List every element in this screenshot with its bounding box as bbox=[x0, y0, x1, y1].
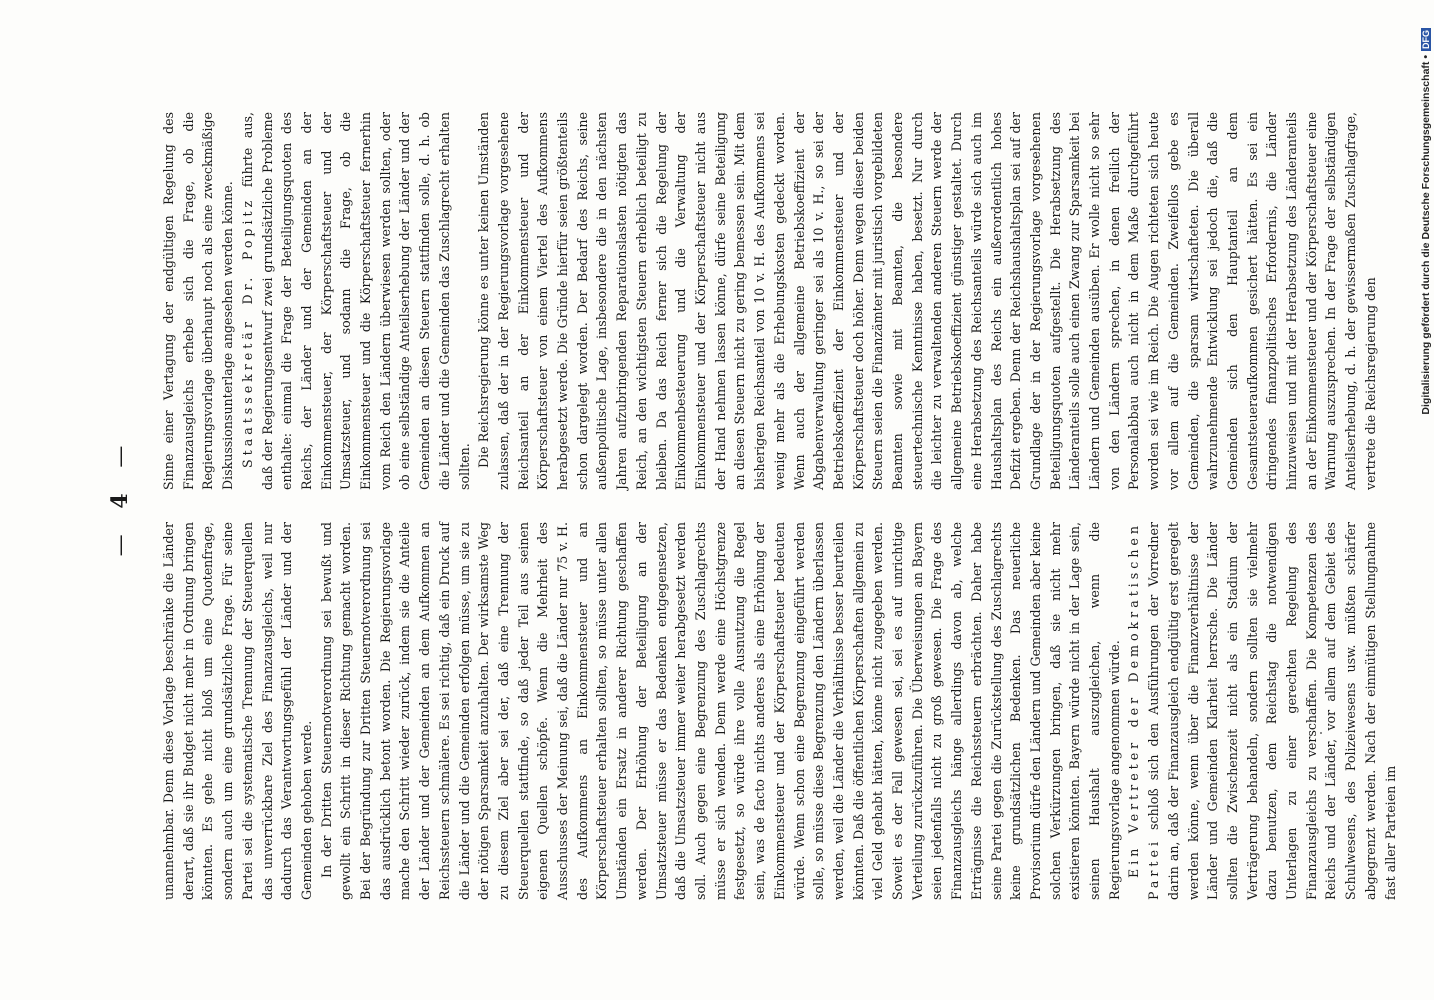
right-column bbox=[159, 112, 1378, 490]
dfg-credit bbox=[1420, 28, 1434, 948]
right-paragraph-3: Die Reichsregierung könne es unter keinen Umständen zulassen, daß der in der Regierungsvorlage vorgesehene Reichsanteil an der Einkommensteuer und der Körperschaftsteuer von einem Viertel des Aufkommens herabgesetzt werde. Die Gründe hierfür seien größtenteils schon dargelegt worden. Der Bedarf des Reichs, seine außenpolitische Lage, insbesondere die in den nächsten Jahren aufzubringenden Reparationslasten nötigten das Reich, an den wichtigsten Steuern erheblich beteiligt zu bleiben. Da das Reich ferner sich die Regelung der Einkommenbesteuerung und die Verwaltung der Einkommensteuer und der Körperschaftsteuer nicht aus der Hand nehmen lassen könne, dürfe seine Beteiligung an diesen Steuern nicht zu gering bemessen sein. Mit dem bisherigen Reichsanteil von 10 v. H. des Aufkommens sei wenig mehr als die Erhebungskosten gedeckt worden. Wenn auch der allgemeine Betriebskoeffizient der Abgabenverwaltung geringer sei als 10 v. H., so sei der Betriebskoeffizient der Einkommensteuer und der Körperschaftsteuer doch höher. Denn wegen dieser beiden Steuern seien die Finanzämter mit juristisch vorgebildeten Beamten sowie mit Beamten, die besondere steuertechnische Kenntnisse haben, besetzt. Nur durch die leichter zu verwaltenden anderen Steuern werde der allgemeine Betriebskoeffizient günstiger gestaltet. Durch eine Herabsetzung des Reichsanteils würde sich auch im Haushaltsplan des Reichs ein außerordentlich hohes Defizit ergeben. Denn der Reichshaushaltsplan sei auf der Grundlage der in der Regierungsvorlage vorgesehenen Beteiligungsquoten aufgestellt. Die Herabsetzung des Länderanteils solle auch einen Zwang zur Sparsamkeit bei Ländern und Gemeinden ausüben. Er wolle nicht so sehr von den Ländern sprechen, in denen freilich der Personalabbau auch nicht in dem Maße durchgeführt worden sei wie im Reich. Die Augen richteten sich heute vor allem auf die Gemeinden. Zweifellos gebe es Gemeinden, die sparsam wirtschafteten. Die überall wahrzunehmende Entwicklung sei jedoch die, daß die Gemeinden sich den Hauptanteil an dem Gesamtsteueraufkommen gesichert hätten. Es sei ein dringendes finanzpolitisches Erfordernis, die Länder hinzuweisen und mit der Herabsetzung des Länderanteils an der Einkommensteuer und der Körperschaftsteuer eine Warnung auszusprechen. In der Frage der selbständigen Anteilserhebung, d. h. der gewissermaßen Zuschlagfrage, vertrete die Reichsregierung den bbox=[476, 112, 1378, 490]
dfg-credit-strip bbox=[1418, 8, 1432, 948]
left-column bbox=[159, 522, 1398, 900]
dfg-credit-text: Digitalisierung gefördert durch die Deutsche Forschungsgemeinschaft • bbox=[1420, 55, 1432, 415]
header-dash-left: — bbox=[108, 532, 133, 557]
dfg-logo: DFG bbox=[1421, 30, 1431, 49]
speaker-name: Staatssekretär Dr. Popitz bbox=[239, 196, 255, 468]
document-page bbox=[107, 100, 1398, 900]
left-paragraph-2: In der Dritten Steuernotverordnung sei bewußt und gewollt ein Schritt in dieser Richtung gemacht worden. Bei der Begründung zur Dritten Steuernotverordnung sei das ausdrücklich betont worden. Die Regierungsvorlage mache den Schritt wieder zurück, indem sie die Anteile der Länder und der Gemeinden an dem Aufkommen an Reichssteuern schmälere. Es sei richtig, daß ein Druck auf die Länder und die Gemeinden erfolgen müsse, um sie zu der nötigen Sparsamkeit anzuhalten. Der wirksamste Weg zu diesem Ziel aber sei der, daß eine Trennung der Steuerquellen stattfinde, so daß jeder Teil aus seinen eigenen Quellen schöpfe. Wenn die Mehrheit des Ausschusses der Meinung sei, daß die Länder nur 75 v. H. des Aufkommens an Einkommensteuer und an Körperschaftsteuer erhalten sollten, so müsse unter allen Umständen ein Ersatz in anderer Richtung geschaffen werden. Der Erhöhung der Beteiligung an der Umsatzsteuer müsse er das Bedenken entgegensetzen, daß die Umsatzsteuer immer weiter herabgesetzt werden soll. Auch gegen eine Begrenzung des Zuschlagrechts müsse er sich wenden. Denn werde eine Höchstgrenze festgesetzt, so würde ihre volle Ausnutzung die Regel sein, was de facto nichts anderes als eine Erhöhung der Einkommensteuer und der Körperschaftsteuer bedeuten würde. Wenn schon eine Begrenzung eingeführt werden solle, so müsse diese Begrenzung den Ländern überlassen werden, weil die Länder die Verhältnisse besser beurteilen könnten. Daß die öffentlichen Körperschaften allgemein zu viel Geld gehabt hätten, könne nicht zugegeben werden. Soweit es der Fall gewesen sei, sei es auf unrichtige Verteilung zurückzuführen. Die Überweisungen an Bayern seien jedenfalls nicht zu groß gewesen. Die Frage des Finanzausgleichs hänge allerdings davon ab, welche Erträgnisse die Reichssteuern erbrächten. Daher habe seine Partei gegen die Zurückstellung des Zuschlagrechts keine grundsätzlichen Bedenken. Das neuerliche Provisorium dürfe den Ländern und Gemeinden aber keine solchen Verkürzungen bringen, daß sie nicht mehr existieren könnten. Bayern würde nicht in der Lage sein, seinen Haushalt auszugleichen, wenn die Regierungsvorlage angenommen würde. bbox=[318, 522, 1122, 900]
right-paragraph-2-text: führte aus, daß der Regierungsentwurf zwei grundsätzliche Probleme enthalte: einmal die Frage der Beteiligungsquoten des Reichs, der Länder und der Gemeinden an der Einkommensteuer, der Körperschaftsteuer und der Umsatzsteuer, und sodann die Frage, ob die Einkommensteuer und die Körperschaftsteuer fernerhin vom Reich den Ländern überwiesen werden sollten, oder ob eine selbständige Anteilserhebung der Länder und der Gemeinden an diesen Steuern stattfinden solle, d. h. ob die Länder und die Gemeinden das Zuschlagrecht erhalten sollten. bbox=[239, 112, 472, 490]
page-header bbox=[107, 100, 153, 900]
page-number: 4 bbox=[107, 491, 133, 509]
left-paragraph-3 bbox=[1124, 522, 1400, 900]
right-paragraph-2 bbox=[238, 112, 474, 490]
speaker-name: Ein Vertreter der Demokratischen Partei bbox=[1126, 522, 1162, 900]
scan-speck bbox=[1320, 732, 1322, 734]
left-paragraph-3-text: schloß sich den Ausführungen der Vorredner darin an, daß der Finanzausgleich endgültig erst geregelt werden könne, wenn über die Finanzverhältnisse der Länder und Gemeinden Klarheit herrsche. Die Länder sollten die Zwischenzeit nicht als ein Stadium der Verträgerung behandeln, sondern sollten sie vielmehr dazu benutzen, dem Reichstag die notwendigen Unterlagen zu einer gerechten Regelung des Finanzausgleichs zu verschaffen. Die Kompetenzen des Reichs und der Länder, vor allem auf dem Gebiet des Schulwesens, des Polizeiwesens usw. müßten schärfer abgegrenzt werden. Nach der einmütigen Stellungnahme fast aller Parteien im bbox=[1146, 522, 1398, 900]
header-dash-right: — bbox=[108, 443, 133, 468]
right-paragraph-1: Sinne einer Vertagung der endgültigen Regelung des Finanzausgleichs erhebe sich die Frage, ob die Regierungsvorlage überhaupt noch als eine zweckmäßige Diskussionsunterlage angesehen werden könne. bbox=[161, 112, 236, 490]
left-paragraph-1: unannehmbar. Denn diese Vorlage beschränke die Länder derart, daß sie ihr Budget nicht mehr in Ordnung bringen könnten. Es gehe nicht bloß um eine Quotenfrage, sondern auch um eine grundsätzliche Frage. Für seine Partei sei die systematische Trennung der Steuerquellen das unverrückbare Ziel des Finanzausgleichs, weil nur dadurch das Verantwortungsgefühl der Länder und der Gemeinden gehoben werde. bbox=[161, 522, 314, 900]
